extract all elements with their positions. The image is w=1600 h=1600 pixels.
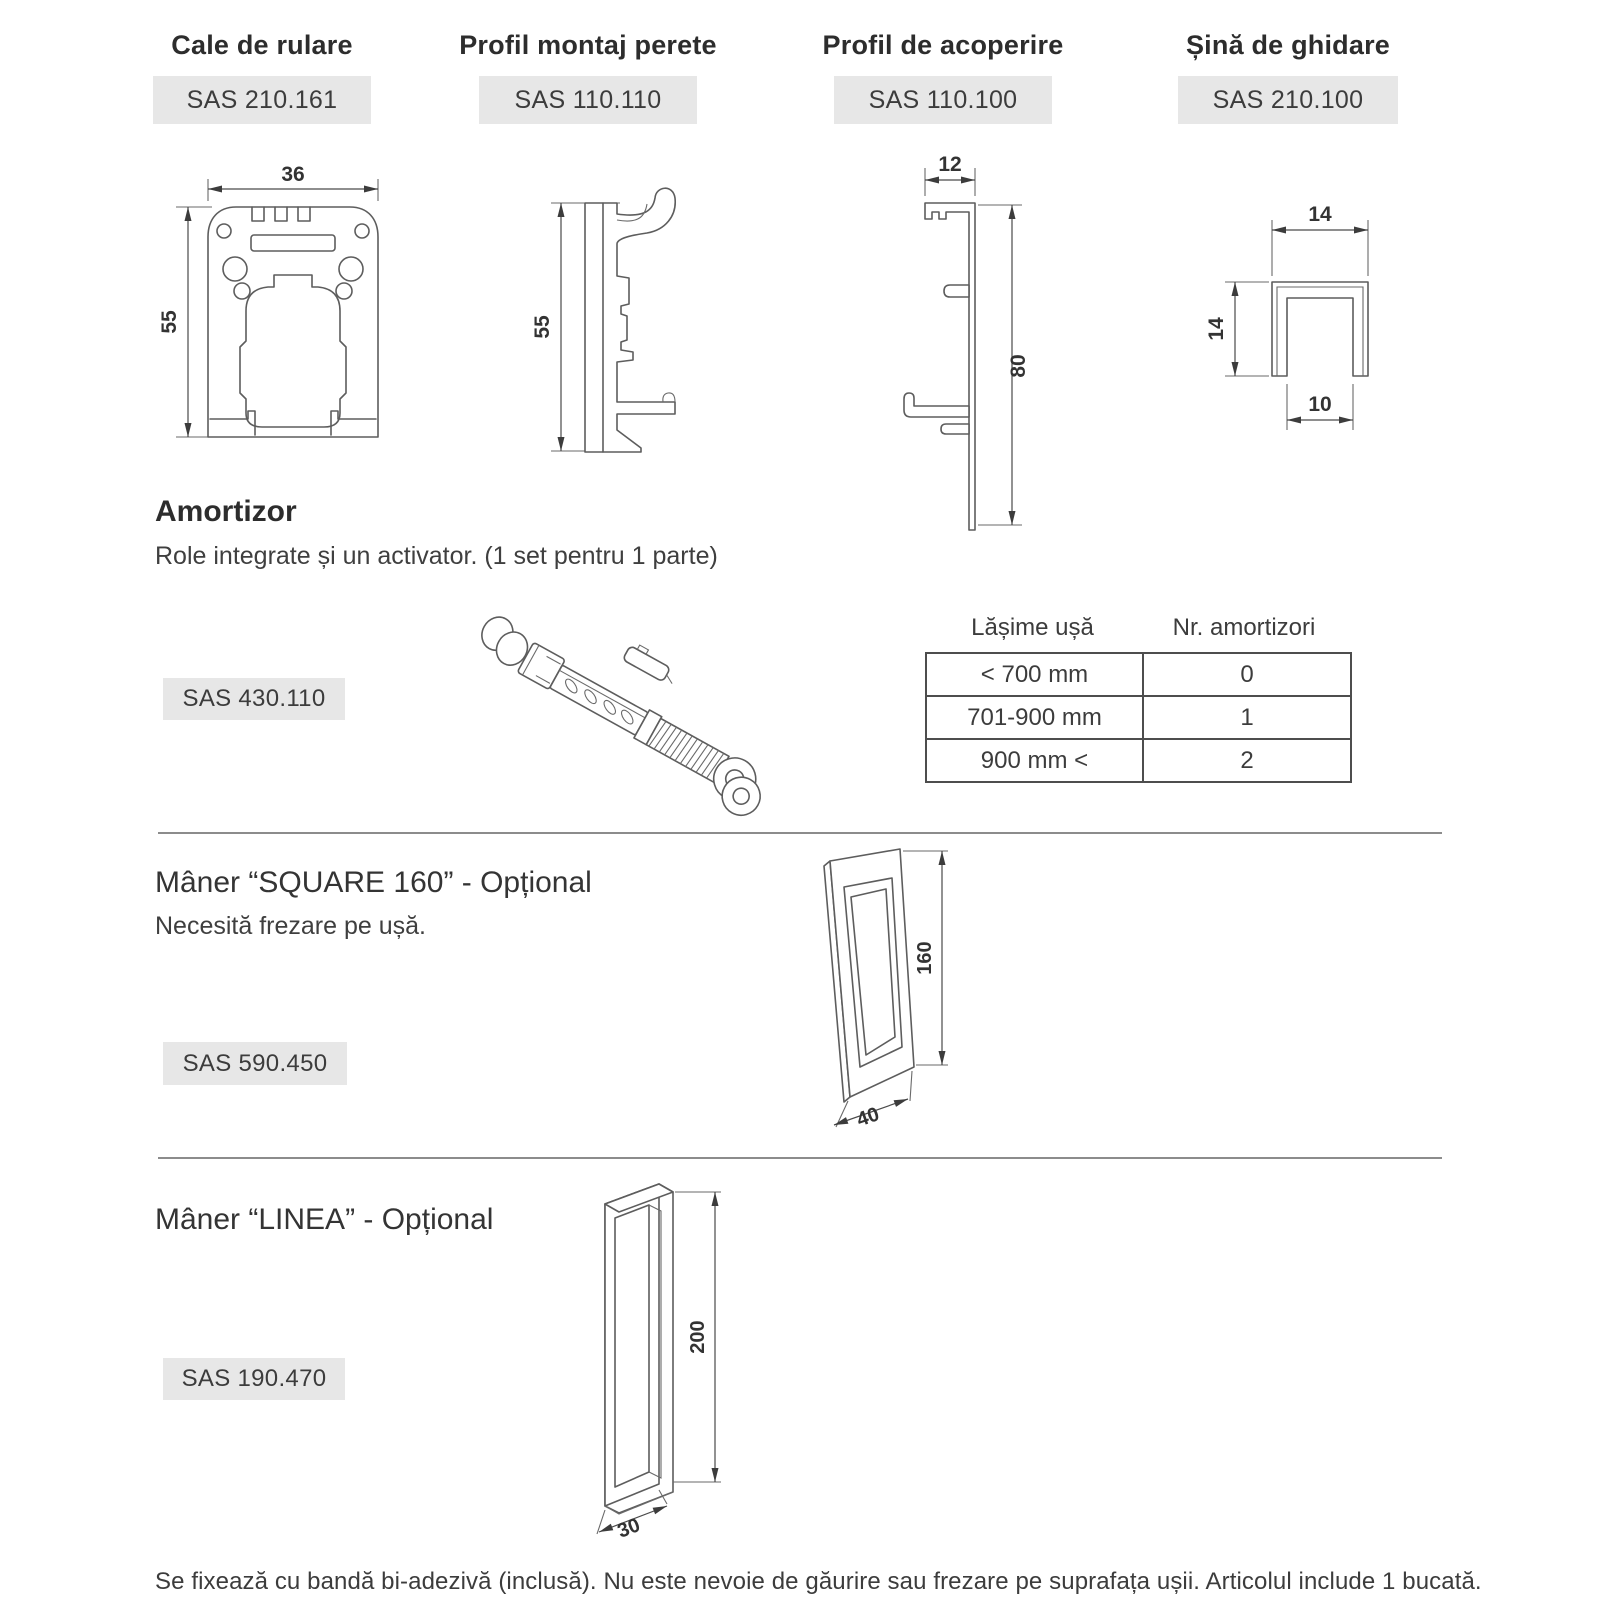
table-header-nr-amortizori: Nr. amortizori bbox=[1172, 614, 1316, 641]
drawing-square-handle bbox=[800, 835, 1020, 1135]
footer-note: Se fixează cu bandă bi-adezivă (inclusă). Nu este nevoie de găurire sau frezare pe suprafața ușii. Articolul include 1 bucată. bbox=[155, 1568, 1482, 1595]
dim-label-40: 40 bbox=[853, 1103, 883, 1132]
dim-label-160: 160 bbox=[914, 941, 936, 975]
amortizor-table bbox=[925, 652, 1352, 783]
amortizor-title: Amortizor bbox=[155, 495, 297, 528]
code-box-sas-590-450: SAS 590.450 bbox=[163, 1042, 347, 1085]
dim-label-12: 12 bbox=[938, 153, 962, 176]
table-cell: 701-900 mm bbox=[927, 695, 1142, 738]
drawing-sina-de-ghidare bbox=[1185, 178, 1475, 440]
code-box-sas-210-161: SAS 210.161 bbox=[153, 76, 371, 124]
code-box-sas-430-110: SAS 430.110 bbox=[163, 678, 345, 720]
drawing-cale-de-rulare bbox=[148, 145, 418, 455]
dim-label-80: 80 bbox=[1007, 354, 1030, 378]
section-divider bbox=[158, 832, 1442, 834]
drawing-profil-montaj-perete bbox=[525, 158, 755, 468]
linea-handle-title: Mâner “LINEA” - Opțional bbox=[155, 1203, 494, 1236]
drawing-linea-handle bbox=[575, 1160, 805, 1545]
dim-label-30: 30 bbox=[614, 1514, 644, 1543]
table-header-door-width: Lășime ușă bbox=[971, 614, 1094, 641]
dim-label-10: 10 bbox=[1308, 393, 1332, 416]
profile-title-profil-de-acoperire: Profil de acoperire bbox=[822, 30, 1064, 60]
profile-title-sina-de-ghidare: Șină de ghidare bbox=[1185, 30, 1391, 60]
profile-title-cale-de-rulare: Cale de rulare bbox=[171, 30, 353, 60]
profile-title-profil-montaj-perete: Profil montaj perete bbox=[459, 30, 717, 60]
table-cell: 1 bbox=[1142, 695, 1350, 738]
code-box-sas-110-100: SAS 110.100 bbox=[834, 76, 1052, 124]
dim-label-36: 36 bbox=[281, 163, 305, 186]
amortizor-description: Role integrate și un activator. (1 set pentru 1 parte) bbox=[155, 542, 718, 570]
code-box-sas-190-470: SAS 190.470 bbox=[163, 1358, 345, 1400]
drawing-profil-de-acoperire bbox=[862, 140, 1072, 570]
table-cell: 2 bbox=[1142, 738, 1350, 781]
code-box-sas-210-100: SAS 210.100 bbox=[1178, 76, 1398, 124]
section-divider bbox=[158, 1157, 1442, 1159]
dim-label-14-left: 14 bbox=[1205, 317, 1228, 341]
table-cell: 0 bbox=[1142, 654, 1350, 695]
code-box-sas-110-110: SAS 110.110 bbox=[479, 76, 697, 124]
table-cell: < 700 mm bbox=[980, 660, 1089, 688]
square-handle-subtitle: Necesită frezare pe ușă. bbox=[155, 912, 426, 940]
dim-label-200: 200 bbox=[687, 1320, 709, 1354]
dim-label-55: 55 bbox=[158, 310, 181, 334]
dim-label-55: 55 bbox=[531, 315, 554, 339]
drawing-amortizor-damper bbox=[455, 596, 805, 831]
square-handle-title: Mâner “SQUARE 160” - Opțional bbox=[155, 866, 592, 899]
dim-label-14-top: 14 bbox=[1308, 203, 1332, 226]
table-cell: 900 mm < bbox=[927, 738, 1142, 781]
